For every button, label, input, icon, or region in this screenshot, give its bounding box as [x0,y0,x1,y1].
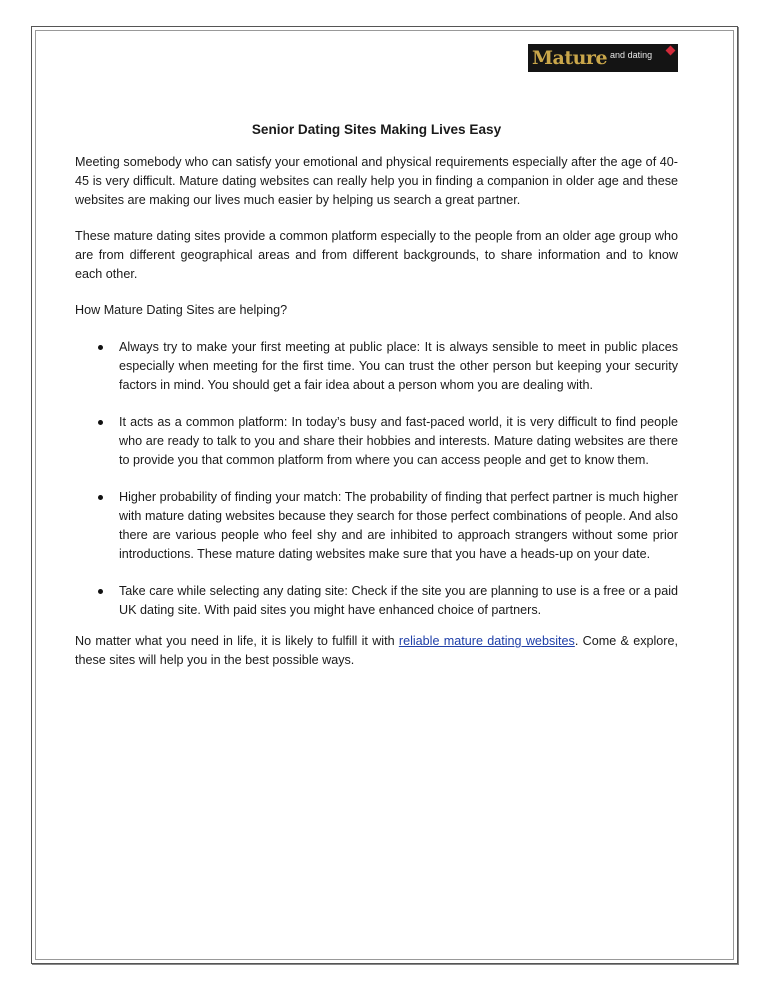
list-item [75,338,678,395]
list-item [75,413,678,470]
list-item-text: Always try to make your first meeting at public place: It is always sensible to meet in public places especially when meeting for the first time. You can trust the other person but keeping your security factors in mind. You should get a fair idea about a person whom you are dealing with. [119,340,678,392]
bullet-icon [98,589,103,594]
bullet-icon [98,420,103,425]
list-item-text: Higher probability of finding your match: The probability of finding that perfect partner is much higher with mature dating websites because they search for those perfect combinations of people. And also there are various people who feel shy and are inhibited to approach strangers without some prior introductions. These mature dating websites make sure that you have a heads-up on your date. [119,490,678,561]
paragraph-question: How Mature Dating Sites are helping? [75,303,288,317]
closing-text-start: No matter what you need in life, it is likely to fulfill it with [75,634,399,648]
closing-text-end: . Come & explore, these sites will help you in the best possible ways. [75,634,678,667]
bullet-icon [98,495,103,500]
mature-dating-logo [528,44,678,72]
document-title: Senior Dating Sites Making Lives Easy [251,122,502,137]
logo-brand-text: Mature [532,46,608,69]
document-body [75,120,678,687]
list-item [75,488,678,564]
list-item [75,582,678,620]
paragraph-intro: Meeting somebody who can satisfy your emotional and physical requirements especially after the age of 40-45 is very difficult. Mature dating websites can really help you in finding a companion in older age and these websites are making our lives much easier by helping us search a great partner. [75,155,678,207]
list-item-text: It acts as a common platform: In today’s busy and fast-paced world, it is very difficult to find people who are ready to talk to you and share their hobbies and interests. Mature dating websites are there to provide you that common platform from where you can access people and get to know them. [119,415,678,467]
paragraph-platform: These mature dating sites provide a common platform especially to the people from an older age group who are from different geographical areas and from different backgrounds, to share information and to know each other. [75,229,678,281]
heart-icon [666,46,676,56]
reliable-websites-link[interactable]: reliable mature dating websites [398,634,575,648]
bullet-icon [98,345,103,350]
tips-list [75,338,678,620]
logo-tagline: and dating [610,50,653,60]
list-item-text: Take care while selecting any dating site: Check if the site you are planning to use is a free or a paid UK dating site. With paid sites you might have enhanced choice of partners. [119,584,678,617]
paragraph-closing [75,632,678,670]
